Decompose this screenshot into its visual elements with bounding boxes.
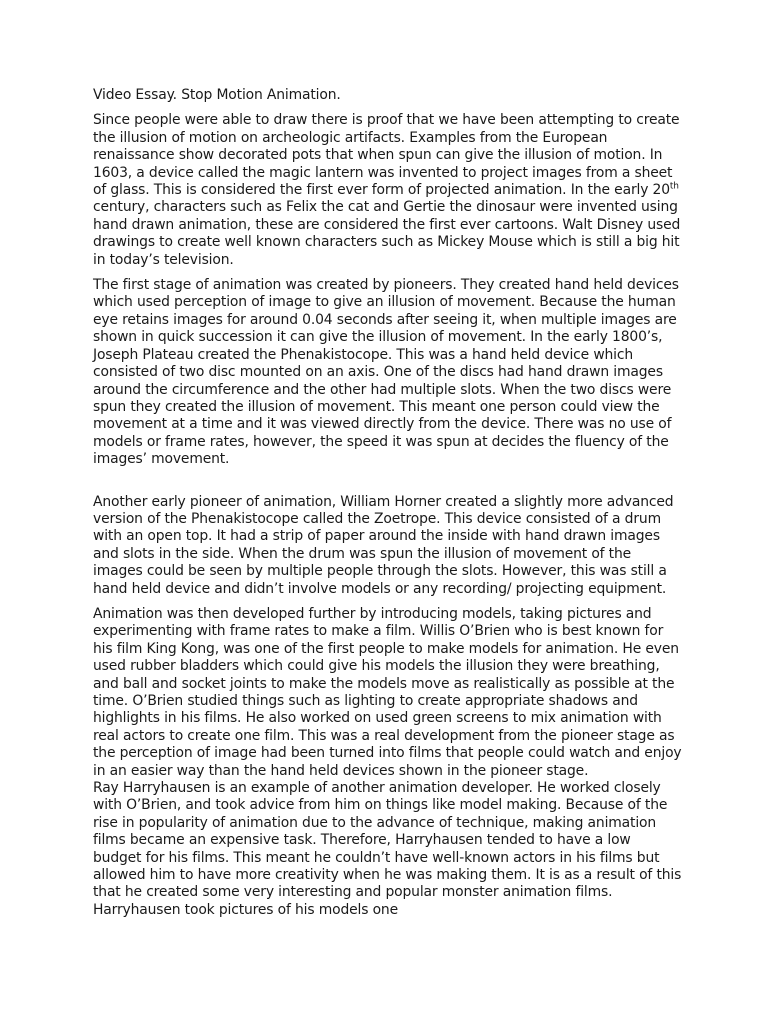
- superscript-th: th: [669, 181, 679, 192]
- paragraph-harryhausen: Ray Harryhausen is an example of another animation developer. He worked closely with O’Brien, and took advice from him on things like model making. Because of the rise in popularity of animation due to the advance of technique, making animation films became an expensive task. Therefore, Harryhausen tended to have a low budget for his films. This meant he couldn’t have well-known actors in his films but allowed him to have more creativity when he was making them. It is as a result of this that he created some very interesting and popular monster animation films. Harryhausen took pictures of his models one: [93, 780, 682, 918]
- paragraph-history: [93, 112, 683, 269]
- paragraph-history-text-end: century, characters such as Felix the cat and Gertie the dinosaur were invented using hand drawn animation, these are considered the first ever cartoons. Walt Disney used drawings to create well known characters such as Mickey Mouse which is still a big hit in today’s television.: [93, 199, 681, 268]
- paragraph-pioneers: The first stage of animation was created by pioneers. They created hand held devices which used perception of image to give an illusion of movement. Because the human eye retains images for around 0.04 seconds after seeing it, when multiple images are shown in quick succession it can give the illusion of movement. In the early 1800’s, Joseph Plateau created the Phenakistocope. This was a hand held device which consisted of two disc mounted on an axis. One of the discs had hand drawn images around the circumference and the other had multiple slots. When the two discs were spun they created the illusion of movement. This meant one person could view the movement at a time and it was viewed directly from the device. There was no use of models or frame rates, however, the speed it was spun at decides the fluency of the images’ movement.: [93, 277, 679, 468]
- paragraph-history-text-start: Since people were able to draw there is proof that we have been attempting to create the illusion of motion on archeologic artifacts. Examples from the European renaissance show decorated pots that when spun can give the illusion of motion. In 1603, a device called the magic lantern was invented to project images from a sheet of glass. This is considered the first ever form of projected animation. In the early 20: [93, 112, 680, 199]
- paragraph-models: Animation was then developed further by introducing models, taking pictures and experimenting with frame rates to make a film. Willis O’Brien who is best known for his film King Kong, was one of the first people to make models for animation. He even used rubber bladders which could give his models the illusion they were breathing, and ball and socket joints to make the models move as realistically as possible at the time. O’Brien studied things such as lighting to create appropriate shadows and highlights in his films. He also worked on used green screens to mix animation with real actors to create one film. This was a real development from the pioneer stage as the perception of image had been turned into films that people could watch and enjoy in an easier way than the hand held devices shown in the pioneer stage.: [93, 605, 682, 779]
- paragraph-zoetrope: Another early pioneer of animation, William Horner created a slightly more advanced version of the Phenakistocope called the Zoetrope. This device consisted of a drum with an open top. It had a strip of paper around the inside with hand drawn images and slots in the side. When the drum was spun the illusion of movement of the images could be seen by multiple people through the slots. However, this was still a hand held device and didn’t involve models or any recording/ projecting equipment.: [93, 493, 674, 597]
- document-body: [93, 87, 683, 919]
- document-title: Video Essay. Stop Motion Animation.: [93, 87, 341, 103]
